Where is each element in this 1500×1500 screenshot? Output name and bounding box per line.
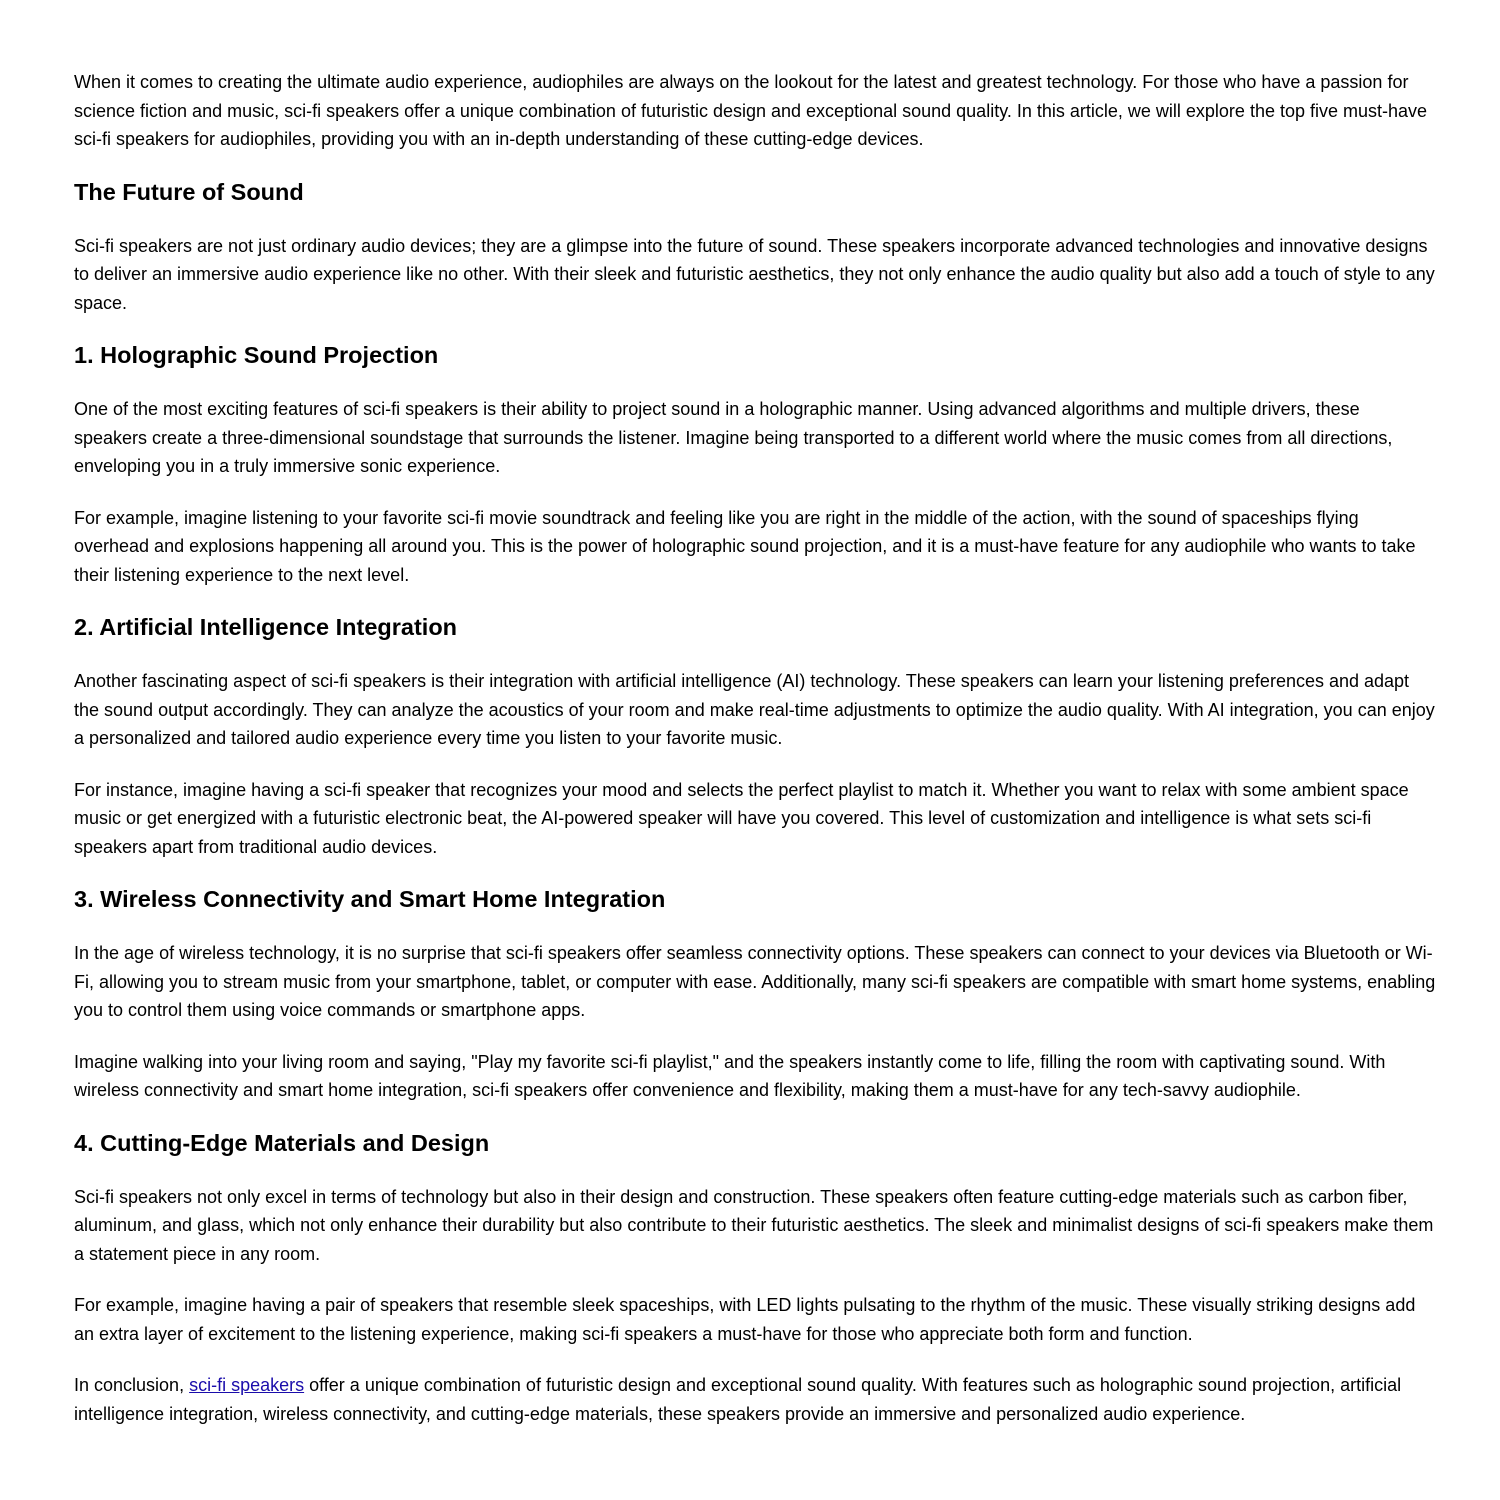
- conclusion-text-end: offer a unique combination of futuristic design and exceptional sound quality. With features such as holographic sound projection, artificial intelligence integration, wireless connectivity, and cutting-edge materials, these speakers provide an immersive and personalized audio experience.: [74, 1375, 1402, 1424]
- section-paragraph: Sci-fi speakers not only excel in terms of technology but also in their design and construction. These speakers often feature cutting-edge materials such as carbon fiber, aluminum, and glass, which not only enhance their durability but also contribute to their futuristic aesthetics. The sleek and minimalist designs of sci-fi speakers make them a statement piece in any room.: [74, 1186, 1434, 1264]
- section-paragraph: For example, imagine listening to your favorite sci-fi movie soundtrack and feeling like you are right in the middle of the action, with the sound of spaceships flying overhead and explosions happening all around you. This is the power of holographic sound projection, and it is a must-have feature for any audiophile who wants to take their listening experience to the next level.: [74, 507, 1416, 585]
- section-paragraph: Imagine walking into your living room and saying, "Play my favorite sci-fi playlist," and the speakers instantly come to life, filling the room with captivating sound. With wireless connectivity and smart home integration, sci-fi speakers offer convenience and flexibility, making them a must-have for any tech-savvy audiophile.: [74, 1051, 1386, 1100]
- section-paragraph: Sci-fi speakers are not just ordinary audio devices; they are a glimpse into the future of sound. These speakers incorporate advanced technologies and innovative designs to deliver an immersive audio experience like no other. With their sleek and futuristic aesthetics, they not only enhance the audio quality but also add a touch of style to any space.: [74, 235, 1435, 313]
- section-heading-holographic: 1. Holographic Sound Projection: [74, 342, 439, 368]
- intro-paragraph: When it comes to creating the ultimate audio experience, audiophiles are always on the lookout for the latest and greatest technology. For those who have a passion for science fiction and music, sci-fi speakers offer a unique combination of futuristic design and exceptional sound quality. In this article, we will explore the top five must-have sci-fi speakers for audiophiles, providing you with an in-depth understanding of these cutting-edge devices.: [74, 72, 1428, 149]
- section-paragraph: For example, imagine having a pair of speakers that resemble sleek spaceships, with LED lights pulsating to the rhythm of the music. These visually striking designs add an extra layer of excitement to the listening experience, making sci-fi speakers a must-have for those who appreciate both form and function.: [74, 1295, 1416, 1344]
- sci-fi-speakers-link[interactable]: sci-fi speakers: [189, 1375, 305, 1395]
- section-heading-future-of-sound: The Future of Sound: [74, 178, 304, 205]
- article-body: [74, 68, 1436, 1451]
- section-paragraph: In the age of wireless technology, it is no surprise that sci-fi speakers offer seamless connectivity options. These speakers can connect to your devices via Bluetooth or Wi-Fi, allowing you to stream music from your smartphone, tablet, or computer with ease. Additionally, many sci-fi speakers are compatible with smart home systems, enabling you to control them using voice commands or smartphone apps.: [74, 943, 1436, 1020]
- section-paragraph: Another fascinating aspect of sci-fi speakers is their integration with artificial intelligence (AI) technology. These speakers can learn your listening preferences and adapt the sound output accordingly. They can analyze the acoustics of your room and make real-time adjustments to optimize the audio quality. With AI integration, you can enjoy a personalized and tailored audio experience every time you listen to your favorite music.: [74, 671, 1435, 748]
- section-paragraph: For instance, imagine having a sci-fi speaker that recognizes your mood and selects the perfect playlist to match it. Whether you want to relax with some ambient space music or get energized with a futuristic electronic beat, the AI-powered speaker will have you covered. This level of customization and intelligence is what sets sci-fi speakers apart from traditional audio devices.: [74, 779, 1409, 857]
- section-paragraph: One of the most exciting features of sci-fi speakers is their ability to project sound in a holographic manner. Using advanced algorithms and multiple drivers, these speakers create a three-dimensional soundstage that surrounds the listener. Imagine being transported to a different world where the music comes from all directions, enveloping you in a truly immersive sonic experience.: [74, 399, 1393, 476]
- conclusion-text-start: In conclusion,: [74, 1375, 190, 1395]
- section-heading-ai-integration: 2. Artificial Intelligence Integration: [74, 614, 458, 640]
- section-heading-wireless: 3. Wireless Connectivity and Smart Home Integration: [74, 886, 666, 912]
- section-heading-materials: 4. Cutting-Edge Materials and Design: [74, 1129, 490, 1156]
- conclusion-paragraph: [74, 1371, 1436, 1428]
